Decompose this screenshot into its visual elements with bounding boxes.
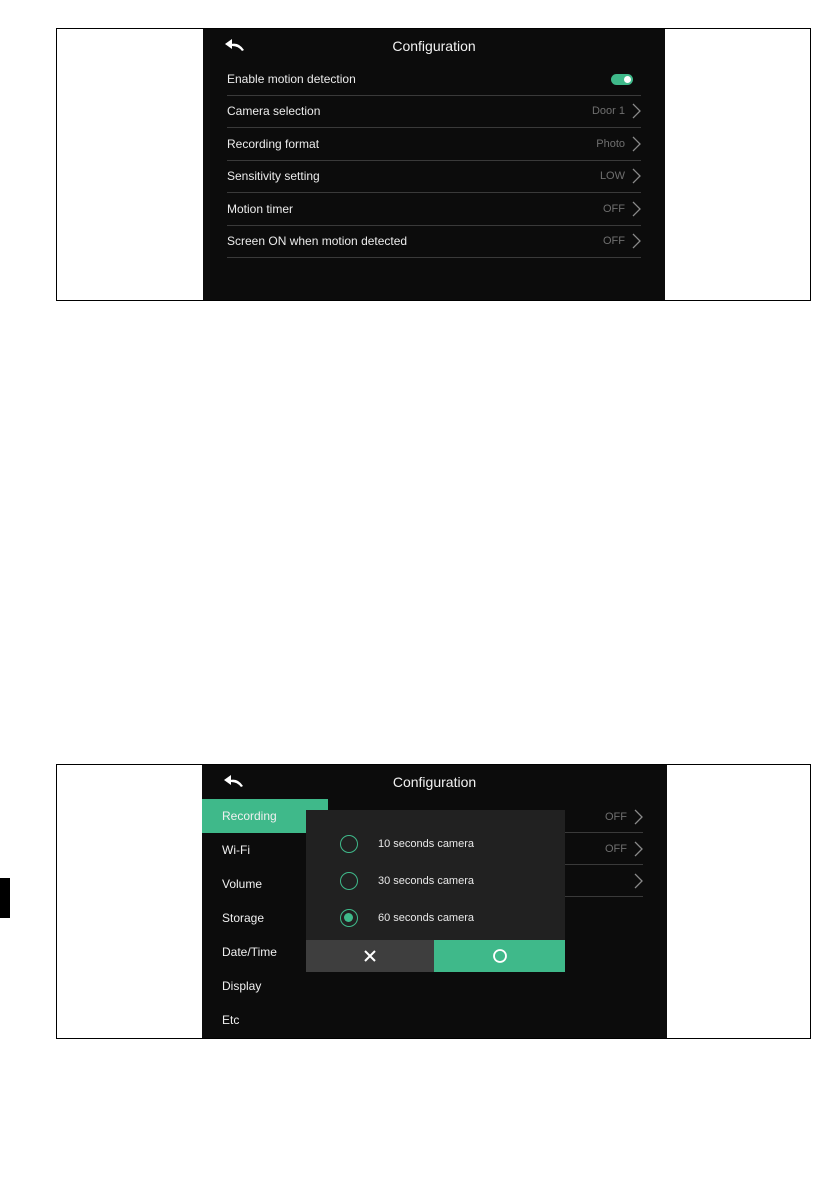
row-sensitivity-setting[interactable] (227, 160, 641, 193)
row-value: LOW (599, 170, 625, 182)
row-label: Camera selection (227, 104, 321, 118)
row-value: OFF (605, 842, 627, 855)
row-label: Screen ON when motion detected (227, 234, 408, 248)
page-title: Configuration (392, 774, 477, 790)
circle-icon (492, 948, 508, 964)
sidebar-item-recording[interactable]: Recording (202, 799, 328, 833)
configuration-screen-motion (203, 29, 665, 300)
row-label: Recording format (227, 137, 320, 151)
figure-frame-2 (56, 764, 811, 1039)
row-value: Photo (596, 138, 625, 150)
row-enable-motion-detection[interactable] (227, 63, 641, 96)
confirm-button[interactable] (434, 940, 565, 972)
chevron-right-icon (631, 201, 641, 217)
figure-frame-1 (56, 28, 811, 301)
radio-button-selected[interactable] (340, 909, 358, 927)
row-label: Motion timer (227, 202, 294, 216)
motion-timer-dialog (306, 810, 565, 972)
row-motion-timer[interactable] (227, 193, 641, 226)
sidebar-item-volume[interactable]: Volume (222, 877, 263, 891)
chevron-right-icon (631, 103, 641, 119)
sidebar-item-etc[interactable]: Etc (222, 1013, 240, 1027)
chevron-right-icon (631, 136, 641, 152)
sidebar-item-wifi[interactable]: Wi-Fi (222, 843, 250, 857)
row-value: OFF (603, 203, 625, 215)
row-label: Enable motion detection (227, 72, 356, 86)
radio-button[interactable] (340, 835, 358, 853)
row-value: Door 1 (591, 105, 625, 117)
chevron-right-icon (631, 233, 641, 249)
option-label: 10 seconds camera (378, 838, 474, 850)
chevron-right-icon (633, 809, 643, 825)
cancel-button[interactable] (306, 940, 434, 972)
sidebar-item-date-time[interactable]: Date/Time (222, 945, 277, 959)
close-icon (363, 949, 377, 963)
option-label: 30 seconds camera (378, 875, 474, 887)
sidebar-item-display[interactable]: Display (222, 979, 262, 993)
configuration-screen-recording (202, 765, 667, 1038)
sidebar-item-storage[interactable]: Storage (222, 911, 265, 925)
row-camera-selection[interactable] (227, 95, 641, 128)
page-title: Configuration (392, 38, 476, 54)
row-label: Sensitivity setting (227, 169, 320, 183)
option-10-seconds[interactable] (340, 835, 474, 853)
row-value: OFF (605, 810, 627, 823)
option-60-seconds[interactable] (340, 909, 474, 927)
chevron-right-icon (631, 168, 641, 184)
chevron-right-icon (633, 873, 643, 889)
option-30-seconds[interactable] (340, 872, 474, 890)
option-label: 60 seconds camera (378, 912, 474, 924)
row-recording-format[interactable] (227, 128, 641, 161)
motion-detection-toggle[interactable] (611, 74, 633, 85)
chevron-right-icon (633, 841, 643, 857)
row-screen-on-when-motion[interactable] (227, 225, 641, 258)
row-value: OFF (603, 235, 625, 247)
page-edge-marker (0, 878, 10, 918)
radio-button[interactable] (340, 872, 358, 890)
